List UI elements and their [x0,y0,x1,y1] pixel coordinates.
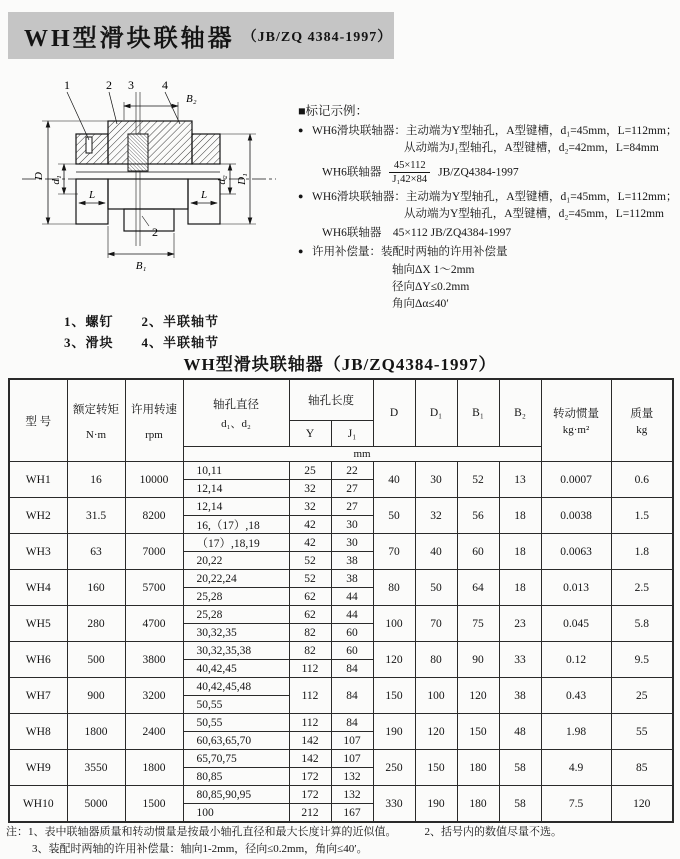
page-header [8,12,394,59]
cell-torque: 160 [67,570,125,606]
cell-bore: 40,42,45,48 [183,678,289,696]
cell-D1: 80 [415,642,457,678]
bullet1-name: WH6滑块联轴器： [312,124,406,137]
table-row [9,498,673,516]
marking-heading: ■标记示例： [298,104,369,118]
designation-prefix: WH6联轴器 [322,166,382,179]
cell-inertia: 0.0063 [541,534,611,570]
dim-D1: D₁ [236,173,248,185]
cell-B1: 64 [457,570,499,606]
cell-model: WH1 [9,462,67,498]
cell-mass: 2.5 [611,570,673,606]
cell-speed: 7000 [125,534,183,570]
cell-D: 80 [373,570,415,606]
dim-d2: d₂ [216,175,228,185]
bullet1-line2: 从动端为J₁型轴孔，A型键槽，d₂=42mm，L=84mm [404,142,659,154]
cell-bore: 10,11 [183,462,289,480]
table-row [9,786,673,804]
cell-torque: 3550 [67,750,125,786]
cell-len-y: 42 [289,516,331,534]
cell-D1: 70 [415,606,457,642]
cell-torque: 16 [67,462,125,498]
dim-B2: B₂ [186,93,197,105]
cell-D: 190 [373,714,415,750]
col-length-J1: J₁ [331,421,373,447]
cell-D: 120 [373,642,415,678]
col-length-Y: Y [289,421,331,447]
fraction-numerator: 45×112 [389,159,430,173]
cell-B2: 18 [499,498,541,534]
cell-inertia: 1.98 [541,714,611,750]
dim-d1: d₁ [50,175,62,185]
cell-bore: 50,55 [183,696,289,714]
cell-mass: 1.8 [611,534,673,570]
cell-inertia: 0.045 [541,606,611,642]
cell-speed: 5700 [125,570,183,606]
bullet2-name: WH6滑块联轴器： [312,190,406,203]
designation-fraction [389,159,430,186]
cell-D1: 50 [415,570,457,606]
cell-D: 50 [373,498,415,534]
cell-len-j: 27 [331,498,373,516]
cell-speed: 3200 [125,678,183,714]
cell-len-y: 52 [289,570,331,588]
cell-bore: 50,55 [183,714,289,732]
cell-D1: 120 [415,714,457,750]
table-row [9,570,673,588]
cell-len-y: 172 [289,768,331,786]
cell-mass: 55 [611,714,673,750]
coupling-section-drawing [4,76,302,302]
cell-len-y: 112 [289,714,331,732]
table-row [9,678,673,696]
col-torque-label: 额定转矩 [73,403,119,416]
cell-B2: 48 [499,714,541,750]
cell-speed: 3800 [125,642,183,678]
col-D: D [373,379,415,447]
cell-len-j: 44 [331,606,373,624]
cell-mass: 85 [611,750,673,786]
col-speed [125,379,183,462]
cell-B2: 13 [499,462,541,498]
cell-bore: 65,70,75 [183,750,289,768]
cell-speed: 10000 [125,462,183,498]
cell-mass: 120 [611,786,673,823]
cell-B2: 18 [499,534,541,570]
col-torque [67,379,125,462]
cell-inertia: 0.43 [541,678,611,714]
cell-speed: 1500 [125,786,183,823]
cell-B1: 75 [457,606,499,642]
cell-B2: 23 [499,606,541,642]
cell-model: WH2 [9,498,67,534]
cell-bore: 12,14 [183,498,289,516]
cell-B1: 60 [457,534,499,570]
cell-model: WH5 [9,606,67,642]
cell-len-y: 212 [289,804,331,823]
cell-len-j: 22 [331,462,373,480]
col-D1: D₁ [415,379,457,447]
note-line-1 [6,824,676,841]
cell-B2: 38 [499,678,541,714]
fraction-denominator: J₁42×84 [392,174,428,186]
unit-row: mm [183,447,541,462]
cell-len-j: 84 [331,660,373,678]
cell-inertia: 0.0007 [541,462,611,498]
cell-D: 40 [373,462,415,498]
bullet2-designation: WH6联轴器 45×112 JB/ZQ4384-1997 [322,227,512,239]
cell-B1: 180 [457,750,499,786]
table-row [9,750,673,768]
parts-list [64,311,302,354]
cell-D: 70 [373,534,415,570]
cell-bore: 30,32,35,38 [183,642,289,660]
col-B1: B₁ [457,379,499,447]
header-row-1 [9,379,673,421]
cell-mass: 1.5 [611,498,673,534]
callout-2-lower: 2 [152,225,158,239]
callout-3: 3 [128,78,134,92]
cell-B2: 58 [499,786,541,823]
marking-bullet-2 [298,189,678,243]
cell-torque: 1800 [67,714,125,750]
cell-speed: 1800 [125,750,183,786]
bullet3-name: 许用补偿量： [312,246,381,259]
dim-L-left: L [88,189,96,201]
cell-len-j: 132 [331,786,373,804]
cell-B1: 52 [457,462,499,498]
cell-B1: 90 [457,642,499,678]
cell-model: WH8 [9,714,67,750]
table-row [9,642,673,660]
cell-torque: 500 [67,642,125,678]
cell-len-y: 32 [289,480,331,498]
dim-L-right: L [200,189,208,201]
cell-mass: 0.6 [611,462,673,498]
col-bore-sub: d₁、d₂ [221,417,251,430]
callout-2: 2 [106,78,112,92]
cell-bore: 25,28 [183,606,289,624]
cell-len-j: 107 [331,732,373,750]
dim-B1: B₁ [135,260,147,272]
col-mass [611,379,673,462]
compensation-axial: 轴向ΔX 1～2mm [392,263,475,276]
cell-len-j: 44 [331,588,373,606]
cell-D1: 32 [415,498,457,534]
cell-model: WH4 [9,570,67,606]
cell-mass: 5.8 [611,606,673,642]
callout-4: 4 [162,78,168,92]
cell-mass: 9.5 [611,642,673,678]
cell-len-j: 30 [331,534,373,552]
cell-len-y: 62 [289,606,331,624]
cell-len-j: 38 [331,570,373,588]
cell-len-j: 84 [331,714,373,732]
cell-len-j: 27 [331,480,373,498]
cell-len-y: 112 [289,660,331,678]
cell-len-j: 60 [331,624,373,642]
cell-model: WH6 [9,642,67,678]
cell-D1: 40 [415,534,457,570]
col-inertia-unit: kg·m² [562,424,590,436]
marking-bullet-1 [298,123,678,187]
cell-inertia: 0.013 [541,570,611,606]
parts-line-1: 1、螺钉 2、半联轴节 [64,314,220,329]
cell-bore: 25,28 [183,588,289,606]
cell-bore: 100 [183,804,289,823]
cell-len-j: 38 [331,552,373,570]
cell-len-y: 52 [289,552,331,570]
dim-D: D [33,172,45,180]
col-inertia-label: 转动惯量 [553,408,599,420]
cell-B1: 120 [457,678,499,714]
bullet1-line1: 主动端为Y型轴孔，A型键槽，d₁=45mm，L=112mm； [405,124,678,137]
col-bore [183,379,289,447]
cell-model: WH7 [9,678,67,714]
table-body [9,462,673,823]
note-prefix: 注： [6,826,28,838]
col-model: 型 号 [9,379,67,462]
cell-B1: 150 [457,714,499,750]
cell-bore: 20,22,24 [183,570,289,588]
cell-speed: 4700 [125,606,183,642]
cell-D: 330 [373,786,415,823]
cell-model: WH3 [9,534,67,570]
cell-len-y: 82 [289,624,331,642]
cell-B2: 58 [499,750,541,786]
table-row [9,462,673,480]
cell-B1: 180 [457,786,499,823]
cell-model: WH10 [9,786,67,823]
cell-len-y: 25 [289,462,331,480]
cell-inertia: 4.9 [541,750,611,786]
col-speed-label: 许用转速 [131,403,177,416]
bullet2-line2: 从动端为Y型轴孔，A型键槽，d₂=45mm，L=112mm [404,207,664,220]
cell-inertia: 0.0038 [541,498,611,534]
compensation-angular: 角向Δα≤40′ [392,298,449,310]
cell-D: 150 [373,678,415,714]
cell-torque: 5000 [67,786,125,823]
page-standard-code: （JB/ZQ 4384-1997） [242,29,393,45]
cell-len-y: 112 [289,678,331,714]
cell-mass: 25 [611,678,673,714]
cell-torque: 63 [67,534,125,570]
cell-bore: （17）,18,19 [183,534,289,552]
compensation-radial: 径向ΔY≤0.2mm [392,280,470,293]
cell-torque: 900 [67,678,125,714]
cell-len-y: 62 [289,588,331,606]
cell-len-j: 107 [331,750,373,768]
bullet1-designation [312,159,678,186]
table-row [9,534,673,552]
technical-drawing [4,76,302,356]
col-inertia [541,379,611,462]
cell-D1: 190 [415,786,457,823]
cell-D1: 150 [415,750,457,786]
cell-model: WH9 [9,750,67,786]
cell-D: 250 [373,750,415,786]
cell-inertia: 7.5 [541,786,611,823]
footnotes [6,824,676,858]
spec-table [8,378,674,823]
cell-bore: 60,63,65,70 [183,732,289,750]
marking-bullet-3 [298,244,678,313]
col-mass-label: 质量 [630,408,654,420]
cell-speed: 8200 [125,498,183,534]
cell-bore: 80,85 [183,768,289,786]
bullet3-line1: 装配时两轴的许用补偿量 [381,246,508,259]
col-length: 轴孔长度 [289,379,373,421]
note-2: 2、括号内的数值尽量不选。 [424,826,562,838]
cell-bore: 40,42,45 [183,660,289,678]
cell-bore: 20,22 [183,552,289,570]
col-speed-unit: rpm [145,428,163,441]
col-B2: B₂ [499,379,541,447]
cell-len-y: 172 [289,786,331,804]
cell-len-j: 60 [331,642,373,660]
cell-D1: 100 [415,678,457,714]
cell-len-j: 84 [331,678,373,714]
cell-inertia: 0.12 [541,642,611,678]
cell-len-j: 30 [331,516,373,534]
bullet2-line1: 主动端为Y型轴孔，A型键槽，d₁=45mm，L=112mm； [405,190,678,203]
cell-len-y: 32 [289,498,331,516]
cell-B2: 18 [499,570,541,606]
cell-D: 100 [373,606,415,642]
callout-1: 1 [64,78,70,92]
marking-example [298,102,678,313]
designation-suffix: JB/ZQ4384-1997 [438,166,519,179]
cell-torque: 280 [67,606,125,642]
note-1: 1、表中联轴器质量和转动惯量是按最小轴孔直径和最大长度计算的近似值。 [28,826,397,838]
col-bore-label: 轴孔直径 [213,398,259,411]
col-torque-unit: N·m [85,428,107,441]
cell-len-j: 132 [331,768,373,786]
cell-speed: 2400 [125,714,183,750]
cell-len-y: 42 [289,534,331,552]
note-line-2 [6,841,676,858]
cell-B2: 33 [499,642,541,678]
cell-bore: 12,14 [183,480,289,498]
cell-len-y: 142 [289,732,331,750]
table-row [9,714,673,732]
cell-bore: 16,（17）,18 [183,516,289,534]
cell-bore: 30,32,35 [183,624,289,642]
cell-B1: 56 [457,498,499,534]
note-3: 3、装配时两轴的许用补偿量：轴向1-2mm，径向≤0.2mm，角向≤40′。 [32,843,368,856]
col-mass-unit: kg [636,424,648,436]
cell-len-y: 142 [289,750,331,768]
table-row [9,606,673,624]
cell-len-y: 82 [289,642,331,660]
parts-line-2: 3、滑块 4、半联轴节 [64,335,220,351]
cell-len-j: 167 [331,804,373,823]
cell-torque: 31.5 [67,498,125,534]
cell-bore: 80,85,90,95 [183,786,289,804]
table-title: WH型滑块联轴器（JB/ZQ4384-1997） [183,355,497,374]
page-title: WH型滑块联轴器 [24,26,235,52]
cell-D1: 30 [415,462,457,498]
